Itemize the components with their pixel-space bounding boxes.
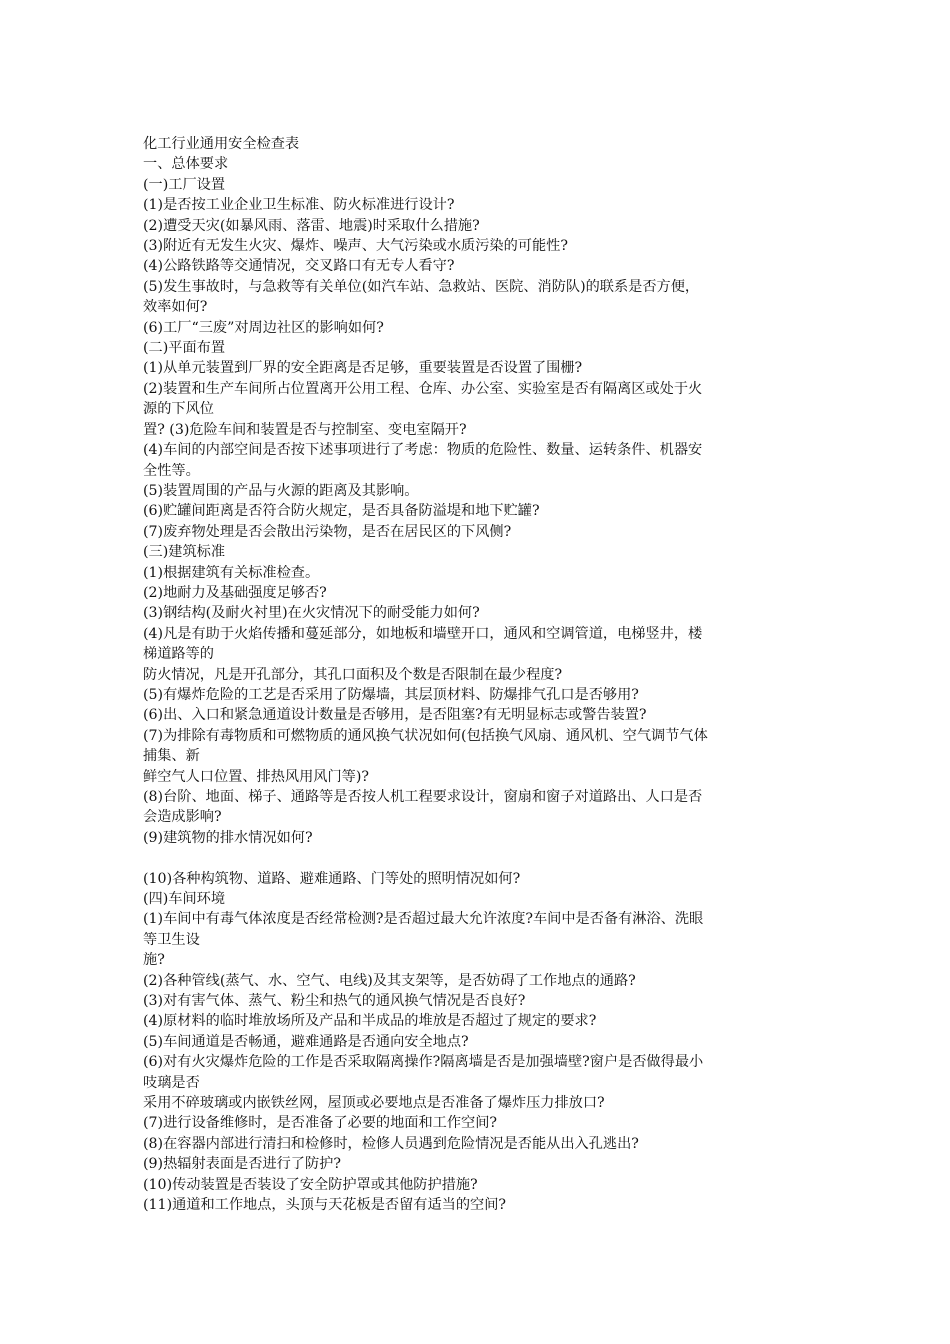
document-line: (7)为排除有毒物质和可燃物质的通风换气状况如何(包括换气风扇、通风机、空气调节气体 <box>143 727 708 744</box>
document-line: (5)发生事故时，与急救等有关单位(如汽车站、急救站、医院、消防队)的联系是否方便， <box>143 278 700 295</box>
document-line: (3)对有害气体、蒸气、粉尘和热气的通风换气情况是否良好? <box>143 993 526 1010</box>
document-line: (1)从单元装置到厂界的安全距离是否足够，重要装置是否设置了围栅? <box>143 360 583 377</box>
document-line: (一)工厂设置 <box>143 176 226 193</box>
document-line: (4)原材料的临时堆放场所及产品和半成品的堆放是否超过了规定的要求? <box>143 1013 597 1030</box>
document-line: (8)在容器内部进行清扫和检修时，检修人员遇到危险情况是否能从出入孔逃出? <box>143 1135 639 1152</box>
document-line: (5)装置周围的产品与火源的距离及其影响。 <box>143 482 419 499</box>
document-line: 采用不碎玻璃或内嵌铁丝网，屋顶或必要地点是否准备了爆炸压力排放口? <box>143 1095 605 1112</box>
document-line: 一、总体要求 <box>143 156 229 173</box>
document-line: (2)装置和生产车间所占位置离开公用工程、仓库、办公室、实验室是否有隔离区或处于火 <box>143 380 703 397</box>
document-line: (10)传动装置是否装设了安全防护罩或其他防护措施? <box>143 1176 478 1193</box>
document-line: 施? <box>143 952 165 969</box>
document-line: 全性等。 <box>143 462 200 479</box>
document-line: (2)遭受天灾(如暴风雨、落雷、地震)时采取什么措施? <box>143 217 480 234</box>
document-line: 等卫生设 <box>143 931 200 948</box>
document-line: (3)钢结构(及耐火衬里)在火灾情况下的耐受能力如何? <box>143 605 480 622</box>
document-title: 化工行业通用安全检查表 <box>143 136 300 152</box>
document-line: (7)进行设备维修时，是否准备了必要的地面和工作空间? <box>143 1115 498 1132</box>
document-line: (三)建筑标准 <box>143 544 226 561</box>
document-line: (5)有爆炸危险的工艺是否采用了防爆墙，其层顶材料、防爆排气孔口是否够用? <box>143 686 639 703</box>
document-line: 置? (3)危险车间和装置是否与控制室、变电室隔开? <box>143 421 467 438</box>
document-line: (6)贮罐间距离是否符合防火规定，是否具备防溢堤和地下贮罐? <box>143 503 540 520</box>
document-line: (9)建筑物的排水情况如何? <box>143 829 313 846</box>
document-line: (2)地耐力及基础强度足够否? <box>143 584 327 601</box>
document-line: (6)对有火灾爆炸危险的工作是否采取隔离操作?隔离墙是否是加强墙壁?窗户是否做得最小 <box>143 1054 704 1071</box>
document-line: 会造成影响? <box>143 809 222 826</box>
document-line: 鲜空气人口位置、排热风用风门等)? <box>143 768 369 785</box>
document-line: (4)公路铁路等交通情况，交叉路口有无专人看守? <box>143 258 455 275</box>
document-line: (1)根据建筑有关标准检查。 <box>143 564 320 581</box>
document-line: (6)工厂“三废”对周边社区的影响如何? <box>143 319 384 336</box>
document-line: 吱璃是否 <box>143 1074 200 1091</box>
document-line: 防火情况，凡是开孔部分，其孔口面积及个数是否限制在最少程度? <box>143 666 563 683</box>
document-line: 梯道路等的 <box>143 646 214 663</box>
document-line: (10)各种构筑物、道路、避难通路、门等处的照明情况如何? <box>143 870 521 887</box>
document-line: (2)各种管线(蒸气、水、空气、电线)及其支架等，是否妨碍了工作地点的通路? <box>143 972 636 989</box>
document-line: (1)车间中有毒气体浓度是否经常检测?是否超过最大允许浓度?车间中是否备有淋浴、洗眼 <box>143 911 704 928</box>
document-line: (7)废弃物处理是否会散出污染物，是否在居民区的下风侧? <box>143 523 512 540</box>
document-line: 捕集、新 <box>143 748 200 765</box>
document-line: (9)热辐射表面是否进行了防护? <box>143 1156 341 1173</box>
document-line: (5)车间通道是否畅通，避难通路是否通向安全地点? <box>143 1033 469 1050</box>
document-line: 源的下风位 <box>143 401 214 418</box>
document-line: (8)台阶、地面、梯子、通路等是否按人机工程要求设计，窗扇和窗子对道路出、人口是否 <box>143 789 703 805</box>
document-line: 效率如何? <box>143 299 208 316</box>
blank-line <box>143 848 811 868</box>
document-line: (四)车间环境 <box>143 891 226 908</box>
document-line: (3)附近有无发生火灾、爆炸、噪声、大气污染或水质污染的可能性? <box>143 238 568 255</box>
document-line: (4)车间的内部空间是否按下述事项进行了考虑：物质的危险性、数量、运转条件、机器安 <box>143 442 703 459</box>
document-line: (4)凡是有助于火焰传播和蔓延部分，如地板和墙壁开口，通风和空调管道，电梯竖井，楼 <box>143 625 703 642</box>
document-line: (6)出、入口和紧急通道设计数量是否够用，是否阻塞?有无明显标志或警告装置? <box>143 707 647 724</box>
document-line: (1)是否按工业企业卫生标准、防火标准进行设计? <box>143 197 455 214</box>
document-lines <box>143 154 811 1215</box>
document-line: (二)平面布置 <box>143 340 226 357</box>
document-line: (11)通道和工作地点，头顶与天花板是否留有适当的空间? <box>143 1197 507 1214</box>
document-body <box>143 134 811 1216</box>
